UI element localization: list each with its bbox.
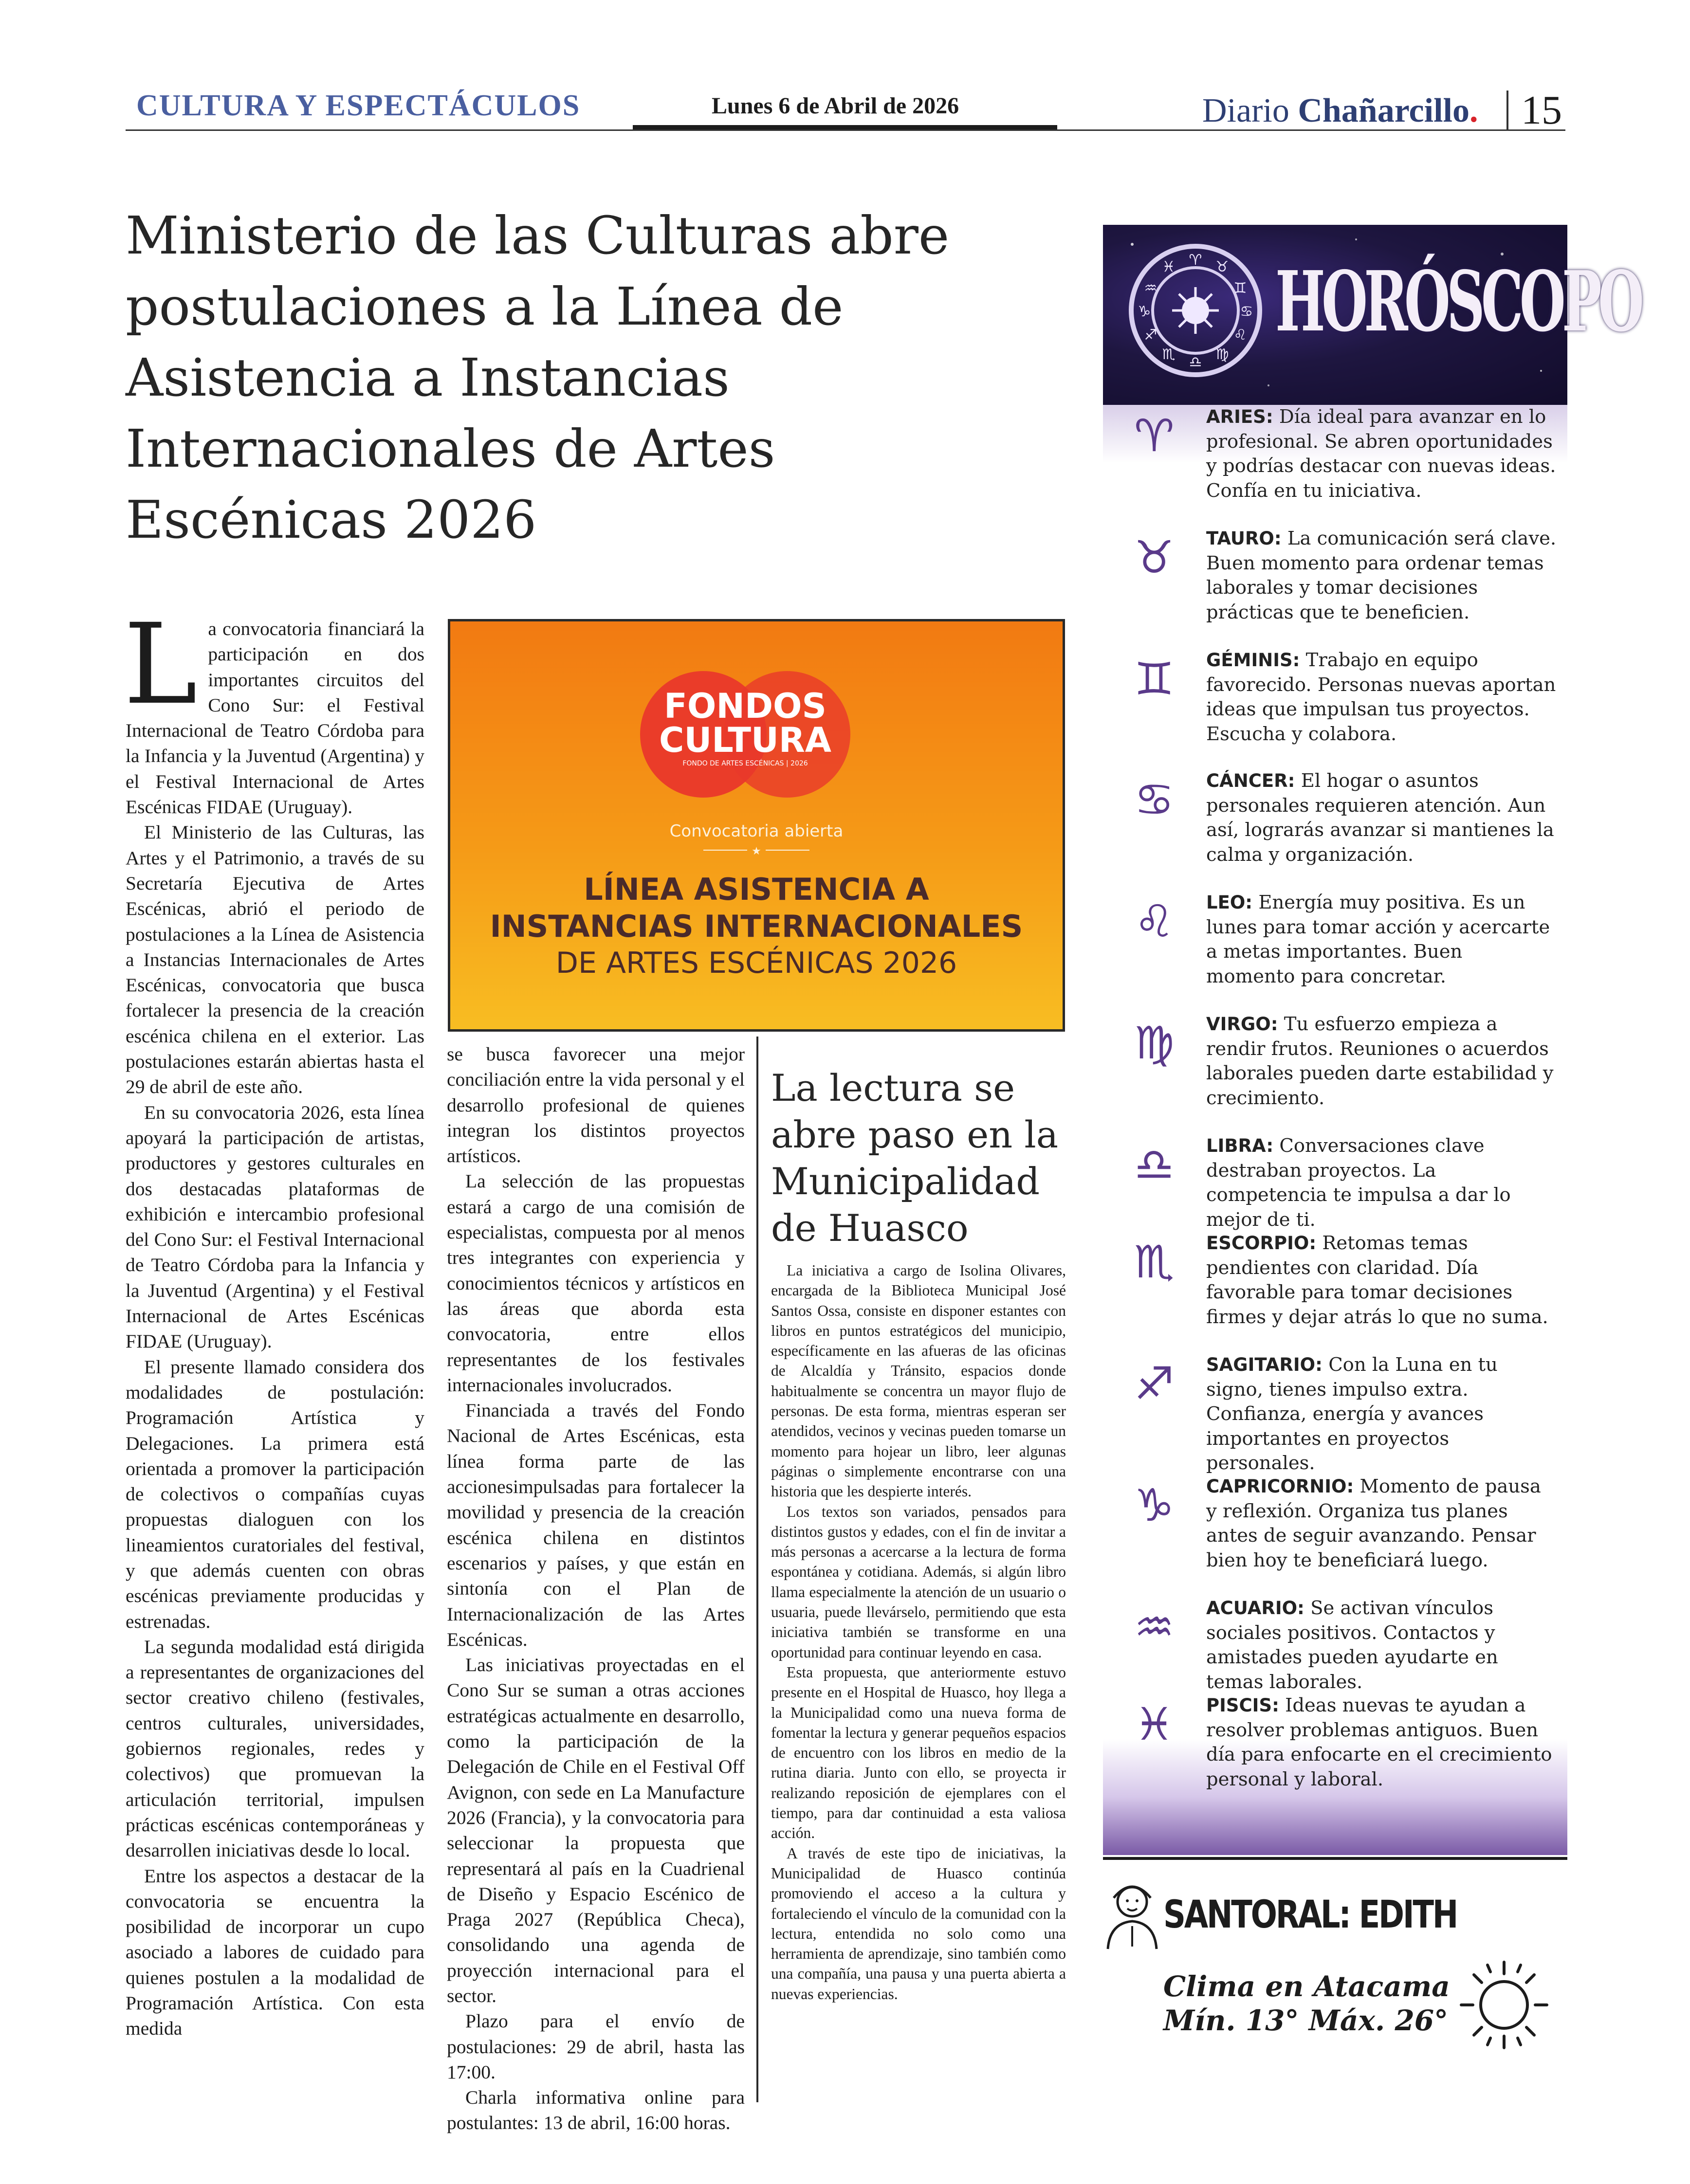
sign-name: PISCIS: [1206, 1695, 1279, 1716]
svg-text:♓: ♓ [1162, 258, 1176, 275]
article-paragraph: Charla informativa online para postulantes: 13 de abril, 16:00 horas. [447, 2087, 745, 2134]
second-article-headline: La lectura se abre paso en la Municipalidad de Huasco [771, 1066, 1059, 1250]
issue-date: Lunes 6 de Abril de 2026 [712, 93, 959, 119]
sign-name: LEO: [1206, 892, 1253, 913]
svg-text:♈: ♈ [1189, 252, 1202, 269]
zodiac-sign-icon: ♓ [1134, 1698, 1175, 1750]
sign-name: CÁNCER: [1206, 770, 1295, 791]
svg-text:♏: ♏ [1162, 346, 1176, 363]
zodiac-sign-icon: ♉ [1134, 531, 1175, 583]
zodiac-sign-icon: ♍ [1134, 1017, 1175, 1069]
brand-name: Chañarcillo [1298, 92, 1470, 129]
promo-headline-line-1: LÍNEA ASISTENCIA A [584, 872, 929, 907]
zodiac-sign-icon: ♑ [1134, 1479, 1175, 1531]
main-article-column-2 [447, 1041, 745, 2136]
article-paragraph: se busca favorecer una mejor conciliación entre la vida personal y el desarrollo profesional de quienes integran los distintos proyectos artísticos. [447, 1043, 745, 1167]
article-paragraph: En su convocatoria 2026, esta línea apoyará la participación de artistas, productores y gestores culturales en dos destacadas plataformas de exhibición e intercambio profesional del Cono Sur: el Festival Internacional de Teatro Córdoba para la Infancia y la Juventud (Argentina) y el Festival Internacional de Artes Escénicas FIDAE (Uruguay). [126, 1101, 424, 1352]
article-paragraph: La selección de las propuestas estará a cargo de una comisión de especialistas, compuesta por al menos tres integrantes con experiencia y conocimientos técnicos y artísticos en las áreas que aborda esta convocatoria, entre ellos representantes de los festivales internacionales involucrados. [447, 1170, 745, 1396]
saint-icon [1103, 1878, 1161, 1951]
weather-title: Clima en Atacama [1163, 1970, 1450, 2003]
promo-headline-line-2: INSTANCIAS INTERNACIONALES [490, 909, 1023, 944]
sign-name: ESCORPIO: [1206, 1233, 1317, 1254]
article-paragraph: El Ministerio de las Culturas, las Artes y el Patrimonio, a través de su Secretaría Ejecutiva de Artes Escénicas, abrió el periodo de postulaciones a la Línea de Asistencia a Instancias Internacionales de Artes Escénicas, convocatoria que busca fortalecer la presencia de la creación escénica chilena en el exterior. Las postulaciones estarán abiertas hasta el 29 de abril de este año. [126, 821, 424, 1098]
horoscope-entry [1206, 1474, 1557, 1573]
svg-text:♐: ♐ [1144, 327, 1157, 344]
zodiac-sign-icon: ♒ [1134, 1601, 1175, 1653]
horoscope-entry [1206, 1353, 1557, 1476]
sign-name: ARIES: [1206, 406, 1273, 427]
sign-name: CAPRICORNIO: [1206, 1476, 1354, 1497]
horoscope-entry [1206, 648, 1557, 746]
svg-text:♎: ♎ [1189, 354, 1202, 371]
sign-name: TAURO: [1206, 528, 1282, 549]
article-paragraph: A través de este tipo de iniciativas, la Municipalidad de Huasco continúa promoviendo el acceso a la cultura y fortaleciendo el vínculo de la comunidad con la lectura, entendida no solo como una herramienta de aprendizaje, sino también como una compañía, una pausa y una puerta abierta a nuevas experiencias. [771, 1844, 1066, 2002]
zodiac-sign-icon: ♌ [1134, 895, 1175, 947]
logo-text-fondos: FONDOS [664, 686, 827, 726]
article-paragraph: Entre los aspectos a destacar de la convocatoria se encuentra la posibilidad de incorporar un cupo asociado a labores de cuidado para quienes postulen a la modalidad de Programación Artística. Con esta medida [126, 1865, 424, 2039]
zodiac-sign-icon: ♈ [1134, 410, 1175, 462]
sign-name: ACUARIO: [1206, 1598, 1304, 1619]
sign-name: SAGITARIO: [1206, 1354, 1323, 1375]
article-paragraph: Esta propuesta, que anteriormente estuvo presente en el Hospital de Huasco, hoy llega a la Municipalidad como una nueva forma de fomentar la lectura y generar pequeños espacios de encuentro con los libros en medio de la rutina diaria. Junto con ello, se proyecta ir realizando reposición de ejemplares con el tiempo, para dar continuidad a esta valiosa acción. [771, 1663, 1066, 1842]
svg-text:♉: ♉ [1215, 258, 1229, 275]
open-call-label: Convocatoria abierta [669, 821, 844, 841]
weather-temperatures: Mín. 13° Máx. 26° [1163, 2004, 1449, 2037]
sign-prediction: La comunicación será clave. Buen momento para ordenar temas laborales y tomar decisiones prácticas que te beneficien. [1206, 528, 1557, 623]
sign-name: VIRGO: [1206, 1014, 1278, 1035]
zodiac-wheel-icon [1131, 246, 1260, 375]
second-article-body [771, 1260, 1066, 2004]
sign-name: LIBRA: [1206, 1135, 1274, 1156]
article-paragraph: La segunda modalidad está dirigida a representantes de organizaciones del sector creativo chileno (festivales, centros culturales, universidades, gobiernos regionales, redes y colectivos) que promuevan la articulación territorial, impulsen prácticas escénicas contemporáneas y desarrollen iniciativas desde lo local. [126, 1636, 424, 1861]
newspaper-brand [1202, 91, 1478, 130]
sign-name: GÉMINIS: [1206, 650, 1300, 671]
sign-prediction: Energía muy positiva. Es un lunes para tomar acción y acercarte a metas importantes. Buen momento para concretar. [1206, 892, 1550, 987]
horoscope-entry [1206, 527, 1557, 625]
column-divider [756, 1037, 758, 2102]
sign-prediction: Retomas temas pendientes con claridad. Día favorable para tomar decisiones firmes y dejar atrás lo que no suma. [1206, 1232, 1548, 1328]
svg-text:♋: ♋ [1240, 303, 1253, 320]
santoral-rule [1103, 1857, 1567, 1860]
zodiac-sign-icon: ♎ [1134, 1139, 1175, 1191]
horoscope-entry [1206, 1231, 1557, 1329]
horoscope-entry [1206, 1134, 1557, 1232]
logo-text-cultura: CULTURA [659, 720, 831, 760]
svg-text:♊: ♊ [1233, 280, 1247, 297]
sign-prediction: Con la Luna en tu signo, tienes impulso extra. Confianza, energía y avances importantes en proyectos personales. [1206, 1354, 1498, 1474]
zodiac-sign-icon: ♊ [1134, 653, 1175, 705]
horoscope-title: HORÓSCOPO [1275, 253, 1641, 350]
sign-prediction: Conversaciones clave destraban proyectos. La competencia te impulsa a dar lo mejor de ti. [1206, 1135, 1511, 1231]
horoscope-entry [1206, 1596, 1557, 1694]
sign-prediction: Momento de pausa y reflexión. Organiza tus planes antes de seguir avanzando. Pensar bien hoy te beneficiará luego. [1206, 1475, 1541, 1571]
svg-text:♍: ♍ [1215, 346, 1229, 363]
star-icon: ★ [752, 845, 761, 857]
page-number-separator [1506, 91, 1508, 130]
horoscope-entry [1206, 769, 1557, 867]
horoscope-entry [1206, 1012, 1557, 1110]
sign-prediction: Tu esfuerzo empieza a rendir frutos. Reuniones o acuerdos laborales pueden darte estabilidad y crecimiento. [1206, 1013, 1554, 1109]
zodiac-sign-icon: ♋ [1134, 774, 1175, 826]
logo-subtitle: FONDO DE ARTES ESCÉNICAS | 2026 [682, 760, 808, 767]
article-paragraph: Las iniciativas proyectadas en el Cono Sur se suman a otras acciones estratégicas actualmente en desarrollo, como la participación de la Delegación de Chile en el Festival Off Avignon, con sede en La Manufacture 2026 (Francia), y la convocatoria para seleccionar la propuesta que representará al país en la Cuadrienal de Diseño y Espacio Escénico de Praga 2027 (República Checa), consolidando una agenda de proyección internacional para el sector. [447, 1654, 745, 2006]
promo-headline-line-3: DE ARTES ESCÉNICAS 2026 [555, 946, 957, 980]
fondos-cultura-promo-image [448, 619, 1065, 1032]
horoscope-entry [1206, 891, 1557, 989]
sign-prediction: Trabajo en equipo favorecido. Personas nuevas aportan ideas que impulsan tus proyectos. Escucha y colabora. [1206, 649, 1556, 745]
horoscope-entry [1206, 405, 1557, 503]
brand-dot: . [1469, 92, 1478, 129]
section-label: CULTURA Y ESPECTÁCULOS [136, 89, 581, 122]
main-headline: Ministerio de las Culturas abre postulaciones a la Línea de Asistencia a Instancias Internacionales de Artes Escénicas 2026 [126, 206, 950, 550]
article-paragraph: Plazo para el envío de postulaciones: 29 de abril, hasta las 17:00. [447, 2010, 745, 2083]
article-paragraph: La iniciativa a cargo de Isolina Olivares, encargada de la Biblioteca Municipal José Santos Ossa, consiste en disponer estantes con libros en puntos estratégicos del municipio, específicamente en las afueras de las oficinas de Alcaldía y Tránsito, espacios donde habitualmente se concentra un mayor flujo de personas. De esta forma, mientras esperan ser atendidos, vecinos y vecinas pueden tomarse un momento para hojear un libro, leer algunas páginas o simplemente encontrarse con una historia que les despierte interés. [771, 1262, 1066, 1500]
svg-text:♒: ♒ [1144, 280, 1157, 297]
page-number: 15 [1521, 88, 1562, 133]
sign-prediction: El hogar o asuntos personales requieren atención. Aun así, lograrás avanzar si mantienes la calma y organización. [1206, 770, 1554, 866]
main-article-column-1 [124, 600, 424, 2041]
santoral-label: SANTORAL: EDITH [1163, 1893, 1457, 1937]
sign-prediction: Día ideal para avanzar en lo profesional. Se abren oportunidades y podrías destacar con nuevas ideas. Confía en tu iniciativa. [1206, 406, 1556, 502]
article-paragraph: Financiada a través del Fondo Nacional de Artes Escénicas, esta línea forma parte de las accionesimpulsadas para fortalecer la movilidad y presencia de la creación escénica chilena en distintos escenarios y países, y que están en sintonía con el Plan de Internacionalización de las Artes Escénicas. [447, 1400, 745, 1650]
horoscope-entry [1206, 1693, 1557, 1792]
article-paragraph: a convocatoria financiará la participación en dos importantes circuitos del Cono Sur: el Festival Internacional de Teatro Córdoba para la Infancia y la Juventud (Argentina) y el Festival Internacional de Artes Escénicas FIDAE (Uruguay). [126, 618, 424, 818]
article-paragraph: Los textos son variados, pensados para distintos gustos y edades, con el fin de invitar a más personas a acercarse a la lectura de forma espontánea y cotidiana. Además, si algún libro llama especialmente la atención de un usuario o usuaria, puede llevárselo, permitiendo que esta iniciativa también se transforme en una oportunidad para continuar leyendo en casa. [771, 1503, 1066, 1661]
drop-cap: L [124, 600, 198, 729]
sign-prediction: Se activan vínculos sociales positivos. Contactos y amistades pueden ayudarte en temas laborales. [1206, 1597, 1498, 1693]
sun-icon [1455, 1956, 1553, 2054]
sign-prediction: Ideas nuevas te ayudan a resolver problemas antiguos. Buen día para enfocarte en el crecimiento personal y laboral. [1206, 1694, 1552, 1790]
zodiac-sign-icon: ♏ [1134, 1236, 1175, 1288]
article-paragraph: El presente llamado considera dos modalidades de postulación: Programación Artística y Delegaciones. La primera está orientada a promover la participación de colectivos o compañías cuyas propuestas dialoguen con los lineamientos curatoriales del festival, y que además cuenten con obras escénicas previamente producidas y estrenadas. [126, 1356, 424, 1632]
svg-text:♑: ♑ [1138, 303, 1151, 320]
svg-text:♌: ♌ [1233, 327, 1247, 344]
brand-prefix: Diario [1202, 92, 1289, 129]
zodiac-sign-icon: ♐ [1134, 1358, 1175, 1410]
